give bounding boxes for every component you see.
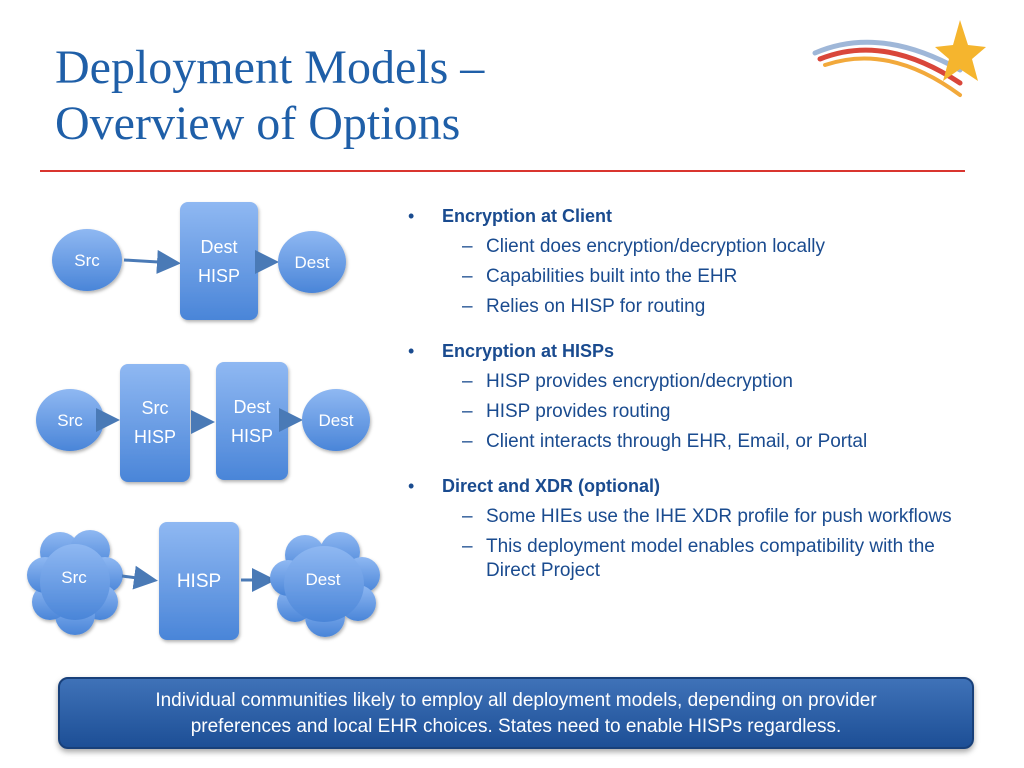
bullet-dot: •: [408, 341, 415, 361]
option-heading: Encryption at HISPs: [442, 341, 615, 361]
title-divider: [40, 170, 965, 172]
list-item: – This deployment model enables compatibility with the Direct Project: [462, 536, 935, 581]
options-list: [400, 206, 1000, 605]
star-swoosh-logo: [810, 15, 990, 110]
model2-src-hisp-label-2: HISP: [133, 427, 177, 447]
option-hisp-encryption: [400, 341, 1000, 454]
bullet-dot: •: [408, 476, 415, 496]
summary-banner: [58, 677, 974, 749]
model2-dest-hisp-label-1: Dest: [233, 397, 271, 417]
model1-dest-label: Dest: [294, 253, 330, 272]
model-1-client-encryption: [52, 202, 346, 320]
option-heading: Encryption at Client: [442, 206, 613, 226]
page-title: [55, 40, 484, 152]
model2-src-hisp-label-1: Src: [141, 398, 169, 418]
deployment-diagrams: [0, 190, 400, 650]
model3-hisp-label: HISP: [176, 571, 222, 592]
list-item: – Some HIEs use the IHE XDR profile for push workflows: [462, 506, 952, 527]
model2-src-label: Src: [57, 411, 83, 430]
model3-src-label: Src: [61, 568, 87, 587]
option-heading: Direct and XDR (optional): [442, 476, 661, 496]
list-item: – HISP provides routing: [462, 401, 671, 422]
bullet-dot: •: [408, 206, 415, 226]
option-client-encryption: [400, 206, 1000, 319]
model1-dest-hisp-label-1: Dest: [200, 237, 238, 257]
model-2-hisp-encryption: [36, 362, 370, 482]
model1-dest-hisp-node: [180, 202, 258, 320]
title-line-2: Overview of Options: [55, 97, 461, 150]
list-item: – Client interacts through EHR, Email, or Portal: [462, 431, 868, 452]
banner-line-2: preferences and local EHR choices. States need to enable HISPs regardless.: [190, 716, 842, 737]
list-item: – HISP provides encryption/decryption: [462, 371, 793, 392]
model2-src-hisp-node: [120, 364, 190, 482]
model2-dest-label: Dest: [318, 411, 354, 430]
model-3-direct-xdr: [27, 522, 380, 640]
banner-line-1: Individual communities likely to employ all deployment models, depending on provider: [155, 690, 877, 711]
model3-arrow-1: [122, 576, 152, 580]
title-line-1: Deployment Models –: [55, 41, 485, 94]
list-item: – Client does encryption/decryption locally: [462, 236, 826, 257]
list-item: – Relies on HISP for routing: [462, 296, 706, 317]
model2-dest-hisp-label-2: HISP: [230, 426, 274, 446]
model2-dest-hisp-node: [216, 362, 288, 480]
list-item: – Capabilities built into the EHR: [462, 266, 738, 287]
model1-src-label: Src: [74, 251, 100, 270]
model3-dest-label: Dest: [305, 570, 341, 589]
option-direct-xdr: [400, 476, 1000, 583]
model1-dest-hisp-label-2: HISP: [197, 266, 241, 286]
model1-arrow-1: [124, 260, 175, 263]
